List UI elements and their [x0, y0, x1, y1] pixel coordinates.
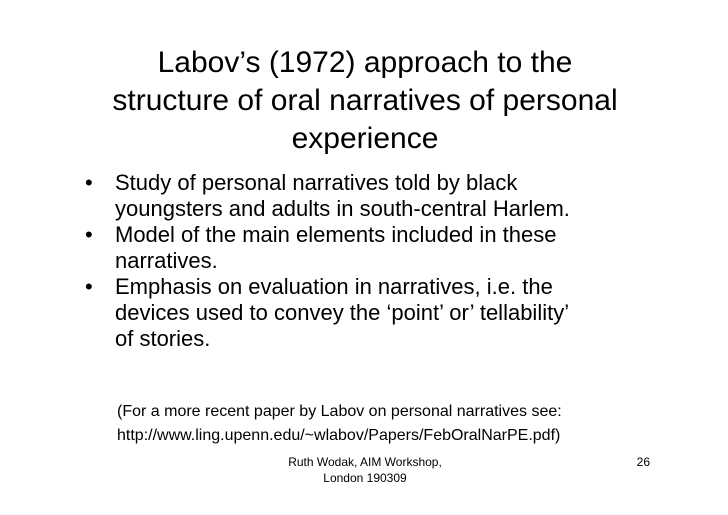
title-line-2: structure of oral narratives of personal: [112, 84, 618, 117]
footer-line-2: London 190309: [323, 471, 407, 485]
bullet-item-study: [85, 170, 705, 222]
bullet-text-line: Study of personal narratives told by black: [115, 170, 518, 195]
bullet-text-line: narratives.: [115, 248, 218, 273]
title-line-3: experience: [291, 122, 439, 155]
bullet-marker: •: [85, 274, 93, 299]
bullet-text-line: Model of the main elements included in these: [115, 222, 557, 247]
title-line-1: Labov’s (1972) approach to the: [157, 46, 573, 79]
bullet-text-line: devices used to convey the ‘point’ or’ tellability’: [115, 300, 570, 325]
slide-footer: [250, 454, 480, 486]
bullet-marker: •: [85, 222, 93, 247]
note-line-1: (For a more recent paper by Labov on personal narratives see:: [117, 403, 562, 420]
bullet-list: [85, 170, 705, 352]
bullet-text-line: youngsters and adults in south-central Harlem.: [115, 196, 570, 221]
bullet-item-emphasis: [85, 274, 705, 352]
page-number: 26: [636, 455, 650, 469]
bullet-text-line: of stories.: [115, 326, 211, 351]
bullet-item-model: [85, 222, 705, 274]
footer-line-1: Ruth Wodak, AIM Workshop,: [288, 455, 442, 469]
reference-note: [117, 400, 677, 448]
note-url-line: http://www.ling.upenn.edu/~wlabov/Papers/FebOralNarPE.pdf): [117, 427, 561, 444]
bullet-marker: •: [85, 170, 93, 195]
bullet-text-line: Emphasis on evaluation in narratives, i.e. the: [115, 274, 553, 299]
slide-title: [70, 44, 660, 158]
